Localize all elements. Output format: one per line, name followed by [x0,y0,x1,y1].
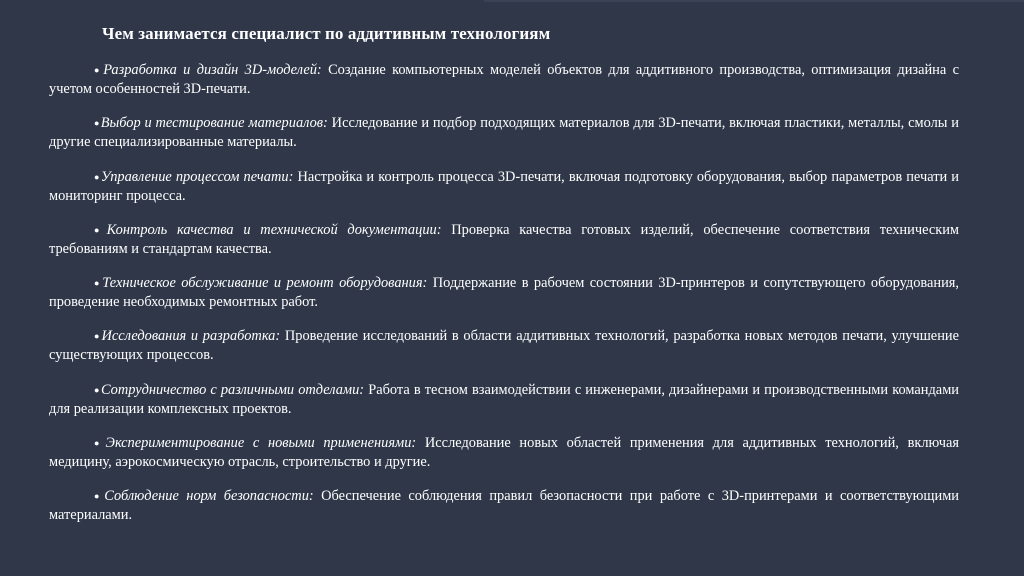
bullet-icon: ● [94,331,101,342]
bullet-icon: ● [94,491,104,502]
list-item [49,327,959,380]
list-item-paragraph [49,327,959,365]
list-item-text: Обеспечение соблюдения правил безопасности при работе с 3D-принтерами и соответствующими материалами. [49,488,960,524]
bullet-icon: ● [94,438,105,449]
list-item-term: Управление процессом печати: [100,168,294,185]
list-item-paragraph [49,168,959,206]
list-item [49,487,959,540]
list-item [49,381,959,434]
bullet-icon: ● [94,224,106,235]
responsibilities-list [49,61,959,541]
list-item [49,168,959,221]
list-item-paragraph [49,381,959,419]
bullet-icon: ● [94,171,100,182]
list-item-paragraph [49,114,959,152]
list-item [49,221,959,274]
list-item [49,274,959,327]
list-item-text: Проведение исследований в области аддитивных технологий, разработка новых методов печати, улучшение существующих процессов. [49,328,959,364]
slide-title: Чем занимается специалист по аддитивным технологиям [102,24,551,43]
list-item-term: Сотрудничество с различными отделами: [100,381,365,398]
bullet-icon: ● [94,118,100,129]
list-item-term: Исследования и разработка: [101,328,281,345]
list-item-term: Экспериментирование с новыми применениями: [105,435,417,452]
list-item-paragraph [49,274,959,312]
list-item-term: Выбор и тестирование материалов: [100,115,328,132]
list-item-text: Исследование и подбор подходящих материалов для 3D-печати, включая пластики, металлы, смолы и другие специализированные материалы. [49,115,960,151]
list-item [49,61,959,114]
list-item-term: Контроль качества и технической документации: [106,221,442,238]
list-item-text: Создание компьютерных моделей объектов для аддитивного производства, оптимизация дизайна с учетом особенностей 3D-печати. [49,62,959,97]
bullet-icon: ● [94,384,100,395]
list-item [49,434,959,487]
list-item-term: Техническое обслуживание и ремонт оборудования: [102,275,428,292]
list-item-text: Настройка и контроль процесса 3D-печати, включая подготовку оборудования, выбор параметров печати и мониторинг процесса. [49,168,959,204]
list-item-text: Проверка качества готовых изделий, обеспечение соответствия техническим требованиям и стандартам качества. [49,221,960,257]
bullet-icon: ● [94,278,102,289]
list-item-text: Работа в тесном взаимодействии с инженерами, дизайнерами и производственными командами для реализации комплексных проектов. [49,381,959,417]
list-item-paragraph [49,487,959,525]
list-item-term: Соблюдение норм безопасности: [104,488,314,505]
list-item-paragraph [49,434,959,472]
list-item-text: Исследование новых областей применения для аддитивных технологий, включая медицину, аэрокосмическую отрасль, строительство и другие. [49,435,959,471]
list-item-term: Разработка и дизайн 3D-моделей: [103,62,322,78]
bullet-icon: ● [94,65,103,75]
list-item-paragraph [49,61,959,99]
list-item-paragraph [49,221,959,259]
list-item-text: Поддержание в рабочем состоянии 3D-принтеров и сопутствующего оборудования, проведение необходимых ремонтных работ. [49,275,960,311]
list-item [49,114,959,167]
top-divider [484,0,1024,2]
